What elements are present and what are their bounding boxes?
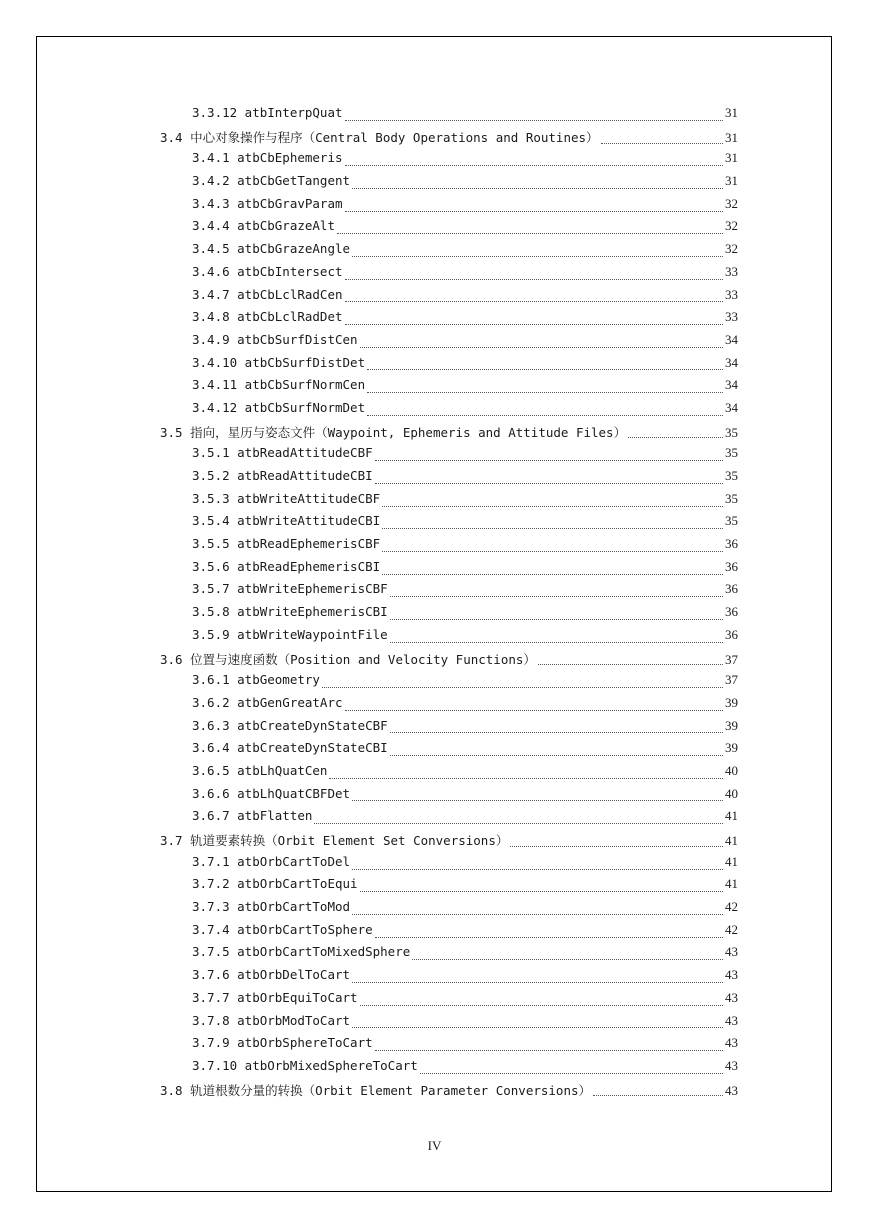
- toc-dot-leader: [375, 460, 723, 461]
- toc-subsection-entry[interactable]: [160, 377, 738, 400]
- toc-subsection-entry[interactable]: [160, 264, 738, 287]
- toc-dot-leader: [352, 256, 723, 257]
- toc-dot-leader: [538, 664, 723, 665]
- toc-entry-page: 31: [725, 129, 738, 145]
- toc-dot-leader: [322, 687, 723, 688]
- toc-subsection-entry[interactable]: [160, 309, 738, 332]
- toc-entry-page: 34: [725, 331, 738, 347]
- page-number: IV: [427, 1138, 442, 1153]
- toc-subsection-entry[interactable]: [160, 536, 738, 559]
- toc-subsection-entry[interactable]: [160, 808, 738, 831]
- toc-entry-title: 3.4 中心对象操作与程序（Central Body Operations and Routines）: [160, 129, 599, 145]
- toc-subsection-entry[interactable]: [160, 1035, 738, 1058]
- toc-entry-title: 3.5.9 atbWriteWaypointFile: [192, 626, 388, 642]
- toc-dot-leader: [367, 392, 723, 393]
- toc-subsection-entry[interactable]: [160, 604, 738, 627]
- table-of-contents: [160, 105, 738, 1103]
- toc-entry-title: 3.7.3 atbOrbCartToMod: [192, 899, 351, 915]
- toc-entry-page: 39: [725, 717, 738, 733]
- toc-entry-page: 36: [725, 558, 738, 574]
- toc-entry-title: 3.7.10 atbOrbMixedSphereToCart: [192, 1057, 418, 1073]
- toc-dot-leader: [352, 869, 723, 870]
- toc-entry-page: 33: [725, 286, 738, 302]
- toc-entry-title: 3.5.8 atbWriteEphemerisCBI: [192, 604, 388, 620]
- toc-dot-leader: [420, 1073, 723, 1074]
- toc-entry-title: 3.4.6 atbCbIntersect: [192, 263, 343, 279]
- toc-entry-page: 34: [725, 354, 738, 370]
- toc-entry-page: 42: [725, 921, 738, 937]
- toc-dot-leader: [382, 506, 723, 507]
- toc-section-entry[interactable]: [160, 423, 738, 446]
- toc-subsection-entry[interactable]: [160, 513, 738, 536]
- toc-dot-leader: [601, 143, 723, 144]
- toc-dot-leader: [382, 551, 723, 552]
- toc-subsection-entry[interactable]: [160, 944, 738, 967]
- toc-dot-leader: [390, 642, 723, 643]
- toc-entry-title: 3.4.12 atbCbSurfNormDet: [192, 399, 366, 415]
- toc-dot-leader: [352, 1027, 723, 1028]
- toc-dot-leader: [314, 823, 723, 824]
- toc-dot-leader: [390, 619, 723, 620]
- toc-subsection-entry[interactable]: [160, 105, 738, 128]
- toc-subsection-entry[interactable]: [160, 150, 738, 173]
- toc-entry-title: 3.6.4 atbCreateDynStateCBI: [192, 740, 388, 756]
- toc-subsection-entry[interactable]: [160, 876, 738, 899]
- toc-dot-leader: [329, 778, 723, 779]
- toc-section-entry[interactable]: [160, 650, 738, 673]
- toc-dot-leader: [345, 279, 723, 280]
- toc-subsection-entry[interactable]: [160, 355, 738, 378]
- toc-entry-title: 3.5 指向，星历与姿态文件（Waypoint, Ephemeris and Attitude Files）: [160, 424, 627, 440]
- toc-entry-title: 3.5.7 atbWriteEphemerisCBF: [192, 581, 388, 597]
- toc-subsection-entry[interactable]: [160, 332, 738, 355]
- toc-dot-leader: [375, 483, 723, 484]
- toc-entry-page: 41: [725, 876, 738, 892]
- toc-entry-title: 3.7.8 atbOrbModToCart: [192, 1012, 351, 1028]
- toc-entry-title: 3.7.7 atbOrbEquiToCart: [192, 989, 358, 1005]
- toc-entry-page: 35: [725, 445, 738, 461]
- toc-entry-title: 3.4.9 atbCbSurfDistCen: [192, 331, 358, 347]
- toc-dot-leader: [367, 415, 723, 416]
- toc-entry-title: 3.4.5 atbCbGrazeAngle: [192, 241, 351, 257]
- toc-subsection-entry[interactable]: [160, 695, 738, 718]
- toc-entry-title: 3.4.7 atbCbLclRadCen: [192, 286, 343, 302]
- toc-dot-leader: [375, 937, 723, 938]
- toc-dot-leader: [412, 959, 723, 960]
- toc-entry-page: 41: [725, 853, 738, 869]
- toc-entry-title: 3.4.2 atbCbGetTangent: [192, 173, 351, 189]
- toc-entry-page: 43: [725, 1082, 738, 1098]
- toc-entry-page: 43: [725, 944, 738, 960]
- toc-entry-page: 35: [725, 490, 738, 506]
- toc-entry-page: 36: [725, 604, 738, 620]
- toc-entry-title: 3.4.10 atbCbSurfDistDet: [192, 354, 366, 370]
- toc-subsection-entry[interactable]: [160, 287, 738, 310]
- toc-entry-page: 31: [725, 173, 738, 189]
- toc-dot-leader: [352, 982, 723, 983]
- toc-entry-title: 3.7.6 atbOrbDelToCart: [192, 967, 351, 983]
- toc-dot-leader: [345, 165, 723, 166]
- toc-dot-leader: [628, 437, 723, 438]
- toc-dot-leader: [367, 369, 723, 370]
- toc-entry-page: 42: [725, 899, 738, 915]
- toc-entry-title: 3.6.3 atbCreateDynStateCBF: [192, 717, 388, 733]
- toc-subsection-entry[interactable]: [160, 1058, 738, 1081]
- toc-entry-title: 3.4.3 atbCbGravParam: [192, 195, 343, 211]
- toc-entry-page: 36: [725, 536, 738, 552]
- toc-subsection-entry[interactable]: [160, 196, 738, 219]
- toc-subsection-entry[interactable]: [160, 672, 738, 695]
- toc-section-entry[interactable]: [160, 1081, 738, 1104]
- toc-entry-title: 3.8 轨道根数分量的转换（Orbit Element Parameter Conversions）: [160, 1082, 592, 1098]
- toc-subsection-entry[interactable]: [160, 241, 738, 264]
- toc-subsection-entry[interactable]: [160, 922, 738, 945]
- toc-entry-page: 32: [725, 195, 738, 211]
- toc-entry-page: 31: [725, 150, 738, 166]
- toc-entry-page: 33: [725, 309, 738, 325]
- toc-entry-page: 40: [725, 785, 738, 801]
- toc-subsection-entry[interactable]: [160, 627, 738, 650]
- toc-entry-page: 32: [725, 218, 738, 234]
- toc-section-entry[interactable]: [160, 831, 738, 854]
- toc-subsection-entry[interactable]: [160, 400, 738, 423]
- toc-entry-page: 36: [725, 626, 738, 642]
- toc-entry-title: 3.6.2 atbGenGreatArc: [192, 694, 343, 710]
- toc-subsection-entry[interactable]: [160, 468, 738, 491]
- toc-entry-title: 3.6.5 atbLhQuatCen: [192, 762, 328, 778]
- toc-entry-title: 3.4.1 atbCbEphemeris: [192, 150, 343, 166]
- toc-dot-leader: [352, 914, 723, 915]
- toc-entry-page: 39: [725, 694, 738, 710]
- toc-entry-page: 41: [725, 808, 738, 824]
- toc-entry-title: 3.3.12 atbInterpQuat: [192, 105, 343, 120]
- toc-subsection-entry[interactable]: [160, 718, 738, 741]
- toc-entry-page: 39: [725, 740, 738, 756]
- toc-dot-leader: [345, 301, 723, 302]
- toc-subsection-entry[interactable]: [160, 218, 738, 241]
- toc-entry-title: 3.7.5 atbOrbCartToMixedSphere: [192, 944, 411, 960]
- toc-entry-title: 3.6.6 atbLhQuatCBFDet: [192, 785, 351, 801]
- toc-entry-title: 3.6.7 atbFlatten: [192, 808, 313, 824]
- toc-subsection-entry[interactable]: [160, 445, 738, 468]
- toc-dot-leader: [360, 1005, 723, 1006]
- toc-entry-title: 3.5.5 atbReadEphemerisCBF: [192, 536, 381, 552]
- toc-entry-page: 36: [725, 581, 738, 597]
- toc-subsection-entry[interactable]: [160, 173, 738, 196]
- toc-dot-leader: [345, 120, 723, 121]
- toc-entry-title: 3.7.9 atbOrbSphereToCart: [192, 1035, 373, 1051]
- toc-entry-page: 31: [725, 105, 738, 120]
- toc-dot-leader: [360, 347, 723, 348]
- toc-subsection-entry[interactable]: [160, 786, 738, 809]
- toc-dot-leader: [375, 1050, 723, 1051]
- toc-entry-title: 3.7.2 atbOrbCartToEqui: [192, 876, 358, 892]
- toc-subsection-entry[interactable]: [160, 491, 738, 514]
- toc-entry-page: 35: [725, 513, 738, 529]
- toc-entry-title: 3.7.4 atbOrbCartToSphere: [192, 921, 373, 937]
- toc-entry-title: 3.5.1 atbReadAttitudeCBF: [192, 445, 373, 461]
- toc-entry-page: 34: [725, 377, 738, 393]
- toc-entry-page: 33: [725, 263, 738, 279]
- toc-subsection-entry[interactable]: [160, 559, 738, 582]
- toc-dot-leader: [382, 528, 723, 529]
- toc-entry-page: 40: [725, 762, 738, 778]
- toc-entry-page: 43: [725, 1057, 738, 1073]
- toc-subsection-entry[interactable]: [160, 990, 738, 1013]
- toc-entry-page: 37: [725, 672, 738, 688]
- toc-dot-leader: [337, 233, 723, 234]
- toc-dot-leader: [593, 1095, 723, 1096]
- toc-dot-leader: [510, 846, 723, 847]
- toc-dot-leader: [352, 188, 723, 189]
- toc-entry-page: 37: [725, 651, 738, 667]
- toc-entry-page: 43: [725, 967, 738, 983]
- toc-subsection-entry[interactable]: [160, 899, 738, 922]
- toc-entry-page: 43: [725, 1012, 738, 1028]
- toc-entry-page: 35: [725, 468, 738, 483]
- toc-subsection-entry[interactable]: [160, 763, 738, 786]
- toc-dot-leader: [345, 710, 723, 711]
- toc-subsection-entry[interactable]: [160, 740, 738, 763]
- toc-dot-leader: [345, 324, 723, 325]
- toc-entry-title: 3.7.1 atbOrbCartToDel: [192, 853, 351, 869]
- toc-dot-leader: [390, 732, 723, 733]
- toc-dot-leader: [360, 891, 723, 892]
- toc-entry-title: 3.5.2 atbReadAttitudeCBI: [192, 468, 373, 483]
- toc-entry-page: 43: [725, 1035, 738, 1051]
- toc-entry-page: 41: [725, 833, 738, 848]
- toc-entry-page: 34: [725, 399, 738, 415]
- toc-entry-title: 3.4.8 atbCbLclRadDet: [192, 309, 343, 325]
- toc-entry-title: 3.5.3 atbWriteAttitudeCBF: [192, 490, 381, 506]
- toc-subsection-entry[interactable]: [160, 854, 738, 877]
- toc-subsection-entry[interactable]: [160, 1013, 738, 1036]
- toc-entry-title: 3.6 位置与速度函数（Position and Velocity Functions）: [160, 651, 536, 667]
- toc-dot-leader: [390, 755, 723, 756]
- toc-dot-leader: [382, 574, 723, 575]
- toc-entry-title: 3.5.6 atbReadEphemerisCBI: [192, 558, 381, 574]
- toc-dot-leader: [390, 596, 723, 597]
- toc-entry-page: 43: [725, 989, 738, 1005]
- toc-subsection-entry[interactable]: [160, 967, 738, 990]
- toc-entry-title: 3.7 轨道要素转换（Orbit Element Set Conversions）: [160, 833, 509, 848]
- toc-dot-leader: [345, 211, 723, 212]
- toc-entry-page: 32: [725, 241, 738, 257]
- toc-entry-page: 35: [725, 424, 738, 440]
- toc-entry-title: 3.5.4 atbWriteAttitudeCBI: [192, 513, 381, 529]
- toc-entry-title: 3.4.11 atbCbSurfNormCen: [192, 377, 366, 393]
- toc-dot-leader: [352, 800, 723, 801]
- toc-section-entry[interactable]: [160, 128, 738, 151]
- toc-entry-title: 3.4.4 atbCbGrazeAlt: [192, 218, 335, 234]
- toc-subsection-entry[interactable]: [160, 581, 738, 604]
- toc-entry-title: 3.6.1 atbGeometry: [192, 672, 320, 688]
